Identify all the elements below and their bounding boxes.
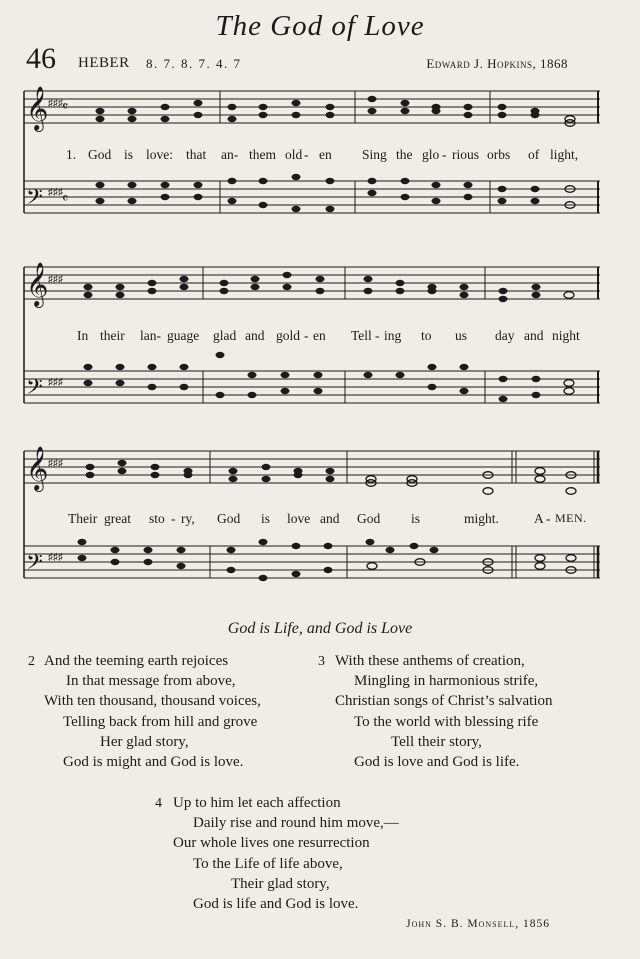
verse-2 [28,651,313,772]
verse-line: Christian songs of Christ’s salvation [335,693,553,710]
svg-text:𝄢: 𝄢 [26,550,43,580]
syllable: 1. [66,147,77,162]
syllable: - [442,147,447,162]
verse-line: God is life and God is love. [193,896,359,913]
syllable: Their [68,511,98,526]
verse-line: To the world with blessing rife [354,713,539,730]
syllable: and [320,511,340,526]
verse-line: Telling back from hill and grove [63,713,258,730]
svg-text:♯♯♯: ♯♯♯ [48,458,63,469]
syllable: is [261,511,271,526]
verse-line: And the teeming earth rejoices [44,653,229,669]
syllable: - [304,147,309,162]
syllable: ing [384,328,402,343]
syllable: of [528,147,540,162]
author-credit: John S. B. Monsell, 1856 [406,918,550,930]
syllable: is [411,511,421,526]
syllable: lan- [140,328,161,343]
verse-line: Her glad story, [100,733,189,750]
syllable: that [186,147,207,162]
syllable: ry, [181,511,195,526]
verse-line: Daily rise and round him move,— [193,815,399,832]
syllable: love: [146,147,173,162]
syllable: their [100,328,125,343]
syllable: night [552,328,580,343]
verse-line: To the Life of life above, [193,855,343,872]
syllable: In [77,328,89,343]
syllable: guage [167,328,200,343]
syllable: en [319,147,332,162]
syllable: God [217,511,241,526]
svg-text:𝄢: 𝄢 [26,185,43,215]
syllable: gold [276,328,301,343]
syllable: glo [422,147,440,162]
verse-4 [155,793,475,914]
verse-line: God is might and God is love. [63,754,244,771]
svg-text:♯♯♯: ♯♯♯ [48,187,63,198]
syllable: - [375,328,380,343]
syllable: glad [213,328,237,343]
verse-number: 4 [155,796,162,811]
syllable: love [287,511,311,526]
syllable: us [455,328,468,343]
syllable: sto [149,511,165,526]
meter: 8. 7. 8. 7. 4. 7 [146,56,242,71]
composer-credit: Edward J. Hopkins, 1868 [426,56,568,71]
syllable: and [245,328,265,343]
svg-text:♯♯♯: ♯♯♯ [48,274,63,285]
syllable: en [313,328,326,343]
verse-line: Tell their story, [391,733,482,750]
verse-line: With these anthems of creation, [335,653,525,669]
syllable: day [495,328,515,343]
syllable: - [304,328,309,343]
verse-number: 3 [318,654,325,669]
syllable: - [546,511,551,526]
verse-line: In that message from above, [66,673,236,690]
verse-line: God is love and God is life. [354,754,520,771]
verse-line: Their glad story, [231,875,330,892]
hymn-title: The God of Love [215,10,425,42]
hymn-number: 46 [26,42,56,75]
verse-3 [318,651,618,772]
syllable: might. [464,511,499,526]
syllable: and [524,328,544,343]
syllable: to [421,328,432,343]
svg-text:𝄢: 𝄢 [26,375,43,405]
syllable: is [124,147,134,162]
svg-text:♯♯♯: ♯♯♯ [48,98,63,109]
syllable: - [171,511,176,526]
syllable: an- [221,147,239,162]
syllable: A [534,511,544,526]
tune-name: HEBER [78,55,130,71]
syllable: old [285,147,303,162]
syllable: orbs [487,147,511,162]
syllable: God [88,147,112,162]
syllable: God [357,511,381,526]
svg-text:♯♯♯: ♯♯♯ [48,552,63,563]
verse-line: Mingling in harmonious strife, [354,673,539,690]
syllable: the [396,147,413,162]
verse-line: With ten thousand, thousand voices, [44,693,261,710]
svg-text:♯♯♯: ♯♯♯ [48,377,63,388]
syllable: Tell [351,328,372,343]
syllable: MEN. [555,511,587,525]
svg-text:𝄞: 𝄞 [26,86,49,130]
syllable: great [104,511,131,526]
syllable: Sing [362,147,387,162]
svg-text:𝄴: 𝄴 [62,99,69,115]
section-subtitle: God is Life, and God is Love [227,620,413,637]
svg-text:𝄞: 𝄞 [26,446,49,490]
verse-line: Our whole lives one resurrection [173,835,370,852]
svg-text:𝄴: 𝄴 [62,191,69,207]
svg-text:𝄞: 𝄞 [26,262,49,306]
verse-line: Up to him let each affection [173,795,341,811]
syllable: them [249,147,276,162]
syllable: rious [452,147,479,162]
verse-number: 2 [28,654,35,669]
syllable: light, [550,147,579,162]
